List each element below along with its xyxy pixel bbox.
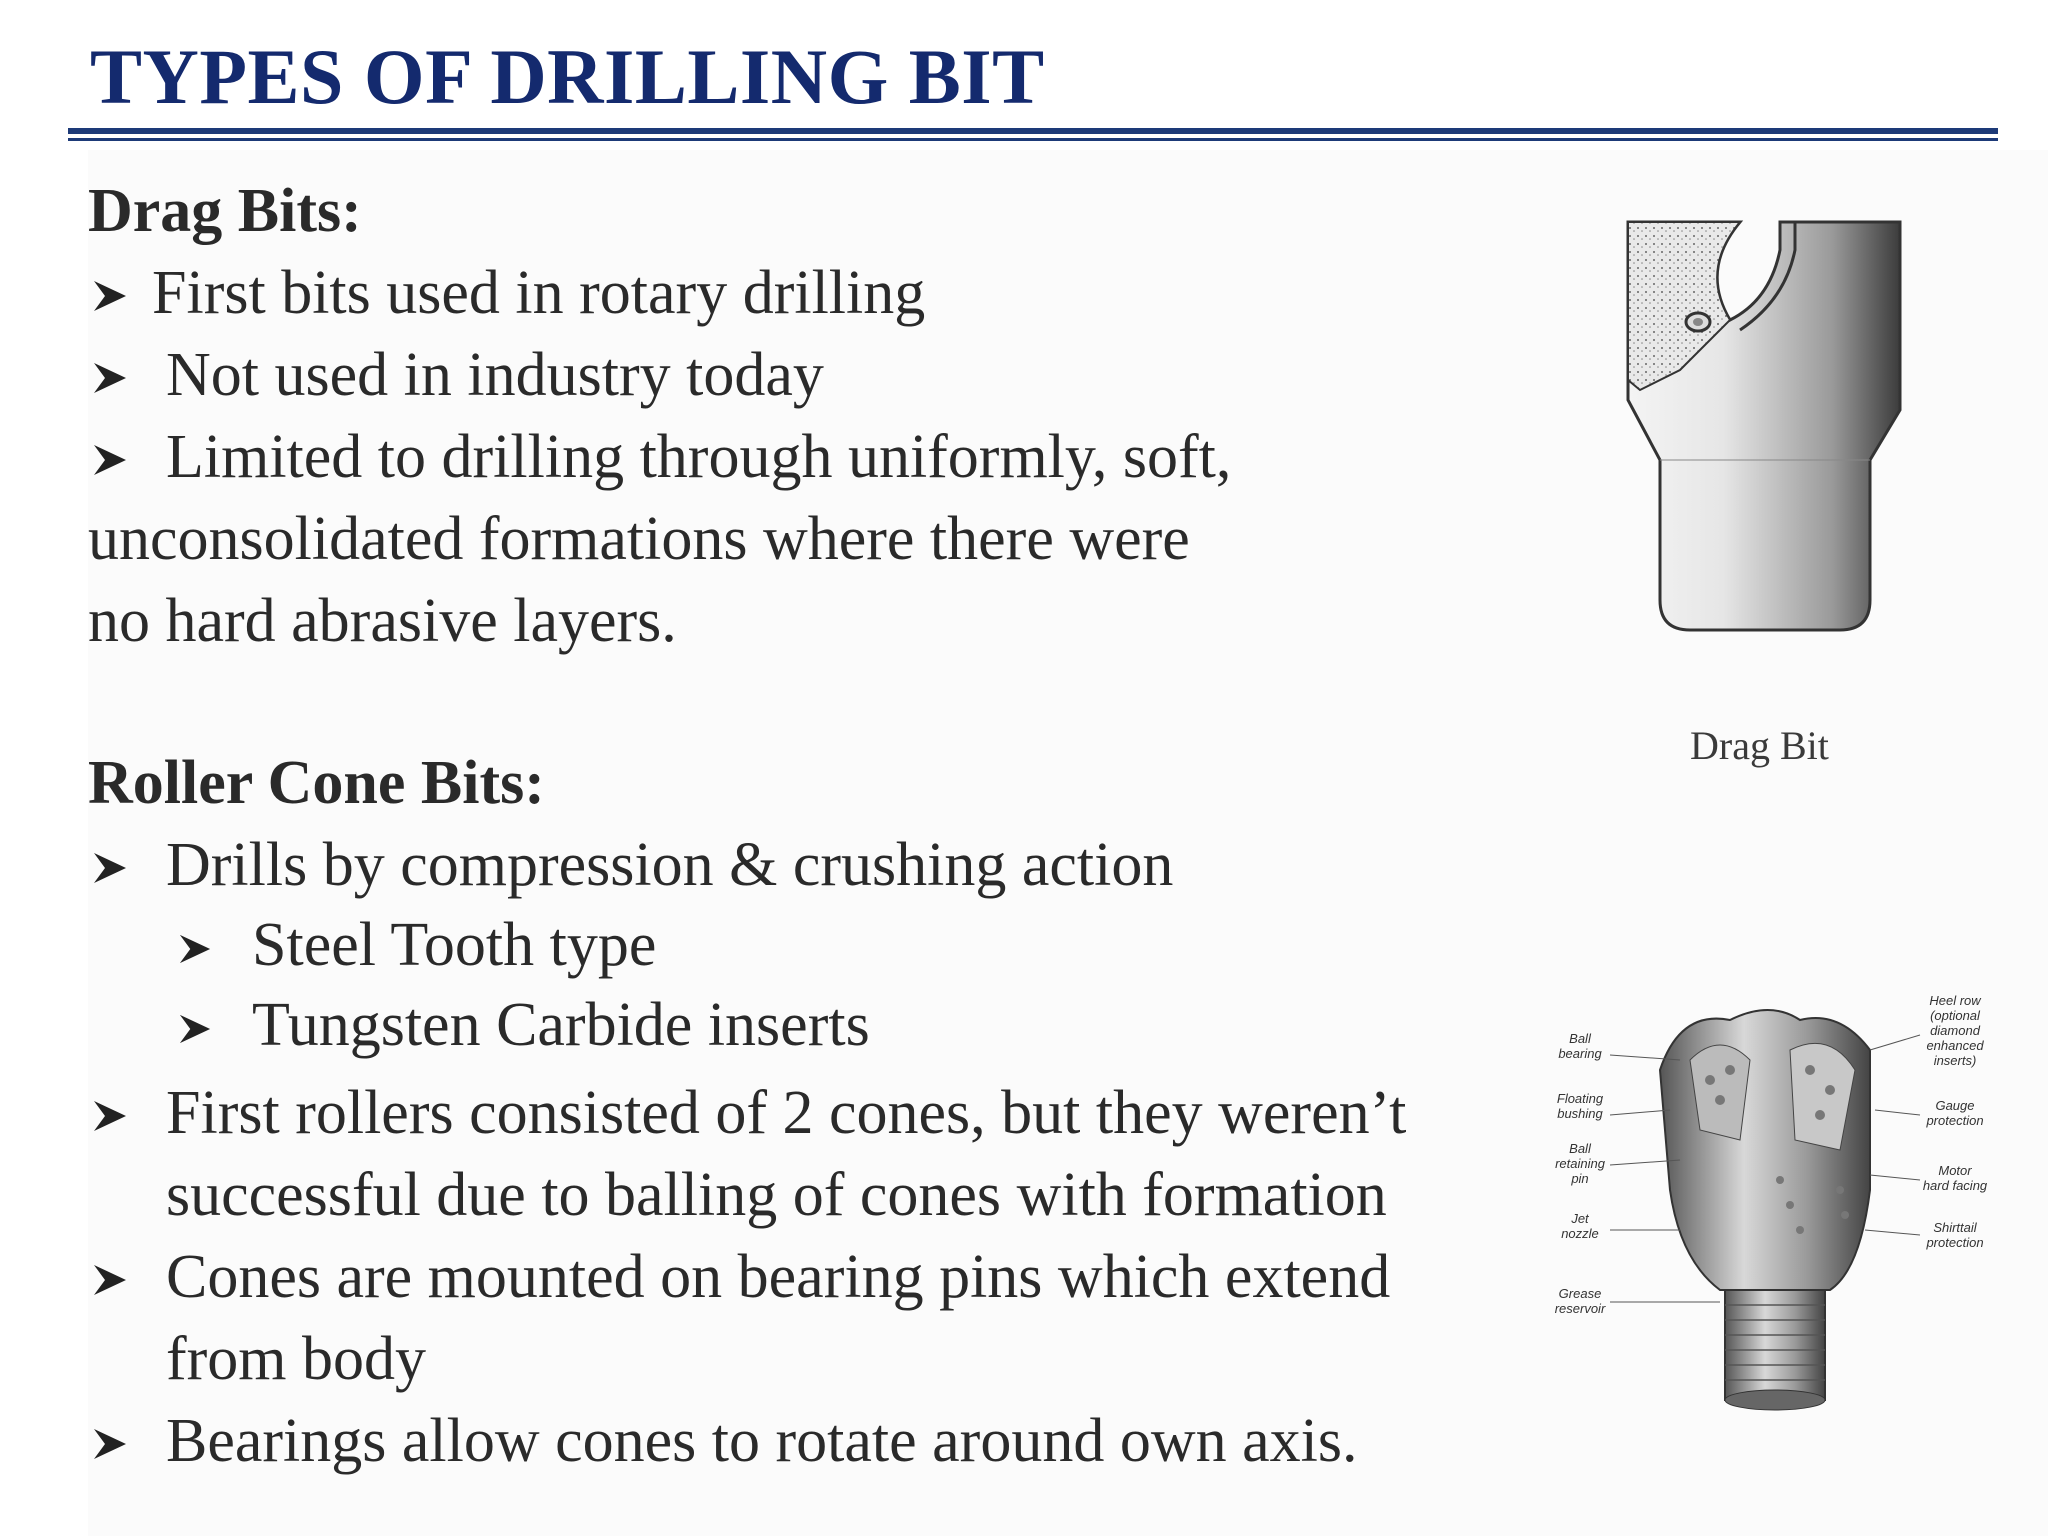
label-ball: Ball — [1569, 1031, 1591, 1046]
drag-bullet-2 — [88, 334, 824, 416]
drag-bullet-3-text: Limited to drilling through uniformly, soft, — [166, 423, 1232, 491]
label-enhanced: enhanced — [1926, 1038, 1984, 1053]
roller-subbullet-2 — [88, 984, 870, 1066]
label-nozzle: nozzle — [1561, 1226, 1599, 1241]
label-gauge: Gauge — [1935, 1098, 1975, 1113]
roller-subbullet-1-text: Steel Tooth type — [252, 911, 657, 979]
drag-bullet-3 — [88, 416, 1231, 498]
drag-continuation-2: no hard abrasive layers. — [88, 587, 677, 655]
label-shirttail-protection: protection — [1926, 1235, 1984, 1250]
roller-bullet-2-line-1: First rollers consisted of 2 cones, but they weren’t — [166, 1079, 1407, 1147]
label-hard-facing: hard facing — [1922, 1178, 1988, 1193]
label-shirttail: Shirttail — [1933, 1220, 1977, 1235]
roller-bullet-3-line-1: Cones are mounted on bearing pins which extend — [166, 1243, 1391, 1311]
roller-bullet-1-text: Drills by compression & crushing action — [166, 831, 1174, 899]
title-underline-thick — [68, 128, 1998, 134]
label-bushing: bushing — [1557, 1106, 1603, 1121]
label-diamond: diamond — [1930, 1023, 1980, 1038]
label-ball-2: Ball — [1569, 1141, 1591, 1156]
label-reservoir: reservoir — [1554, 1301, 1606, 1316]
roller-cone-heading: Roller Cone Bits: — [88, 749, 545, 817]
arrow-bullet-icon — [92, 278, 128, 314]
label-jet: Jet — [1571, 1211, 1589, 1226]
arrow-bullet-icon — [92, 1426, 128, 1462]
page-title: TYPES OF DRILLING BIT — [90, 33, 1045, 120]
label-retaining: retaining — [1555, 1156, 1605, 1171]
roller-bullet-1 — [88, 824, 1173, 906]
label-floating: Floating — [1556, 1091, 1604, 1106]
label-pin: pin — [1571, 1171, 1589, 1186]
roller-bullet-2 — [88, 1072, 1406, 1154]
label-motor: Motor — [1938, 1163, 1972, 1178]
roller-subbullet-2-text: Tungsten Carbide inserts — [252, 991, 870, 1059]
arrow-bullet-icon — [92, 360, 128, 396]
roller-bullet-3-line-2: from body — [166, 1325, 427, 1393]
label-heel-row: Heel row — [1929, 993, 1981, 1008]
roller-bullet-4 — [88, 1400, 1357, 1482]
roller-subbullet-1 — [88, 904, 656, 986]
roller-bullet-2-line-2: successful due to balling of cones with formation — [166, 1161, 1387, 1229]
drag-bullet-1-text: First bits used in rotary drilling — [152, 259, 926, 327]
roller-cone-bit-illustration — [1540, 990, 2000, 1430]
label-bearing: bearing — [1558, 1046, 1602, 1061]
roller-bullet-3 — [88, 1236, 1390, 1318]
label-grease: Grease — [1558, 1286, 1602, 1301]
label-inserts: inserts) — [1933, 1053, 1977, 1068]
arrow-bullet-icon — [178, 1012, 212, 1046]
drag-bit-illustration — [1620, 210, 1920, 640]
drag-bullet-2-text: Not used in industry today — [166, 341, 824, 409]
roller-bullet-4-text: Bearings allow cones to rotate around own axis. — [166, 1407, 1358, 1475]
title-underline-thin — [68, 138, 1998, 141]
drag-bit-caption: Drag Bit — [1690, 723, 1829, 768]
drag-bits-heading: Drag Bits: — [88, 177, 362, 245]
arrow-bullet-icon — [92, 850, 128, 886]
label-optional: (optional — [1930, 1008, 1980, 1023]
arrow-bullet-icon — [92, 442, 128, 478]
arrow-bullet-icon — [92, 1098, 128, 1134]
label-gauge-protection: protection — [1926, 1113, 1984, 1128]
drag-continuation-1: unconsolidated formations where there were — [88, 505, 1190, 573]
drag-bullet-1 — [88, 252, 925, 334]
arrow-bullet-icon — [92, 1262, 128, 1298]
arrow-bullet-icon — [178, 932, 212, 966]
